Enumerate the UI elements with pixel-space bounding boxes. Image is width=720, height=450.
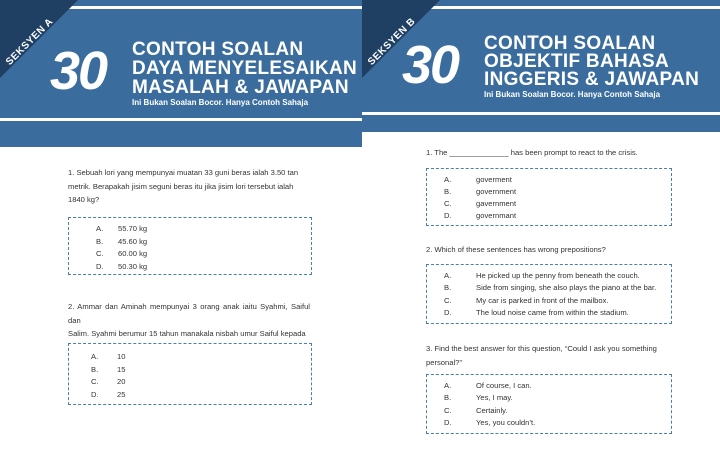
- banner-stripe-bottom: [362, 112, 720, 115]
- option-text: 10: [117, 352, 126, 361]
- section-b-panel: [362, 0, 720, 450]
- section-b-number: 30: [402, 35, 459, 95]
- section-b-title-line-3: INGGERIS & JAWAPAN: [484, 69, 700, 90]
- option-letter: D.: [444, 308, 452, 317]
- section-a-q2-options: [68, 343, 312, 405]
- option-text: 15: [117, 365, 126, 374]
- option-letter: B.: [444, 393, 452, 402]
- option-text: Side from singing, she also plays the piano at the bar.: [476, 283, 657, 292]
- section-b-subtitle: Ini Bukan Soalan Bocor. Hanya Contoh Sahaja: [484, 90, 661, 99]
- option-text: government: [476, 187, 517, 196]
- section-b-title-line-2: OBJEKTIF BAHASA: [484, 51, 670, 72]
- section-b-q1-options: [426, 168, 672, 226]
- section-a-title-line-2: DAYA MENYELESAIKAN: [132, 58, 358, 79]
- option-text: The loud noise came from within the stadium.: [476, 308, 629, 317]
- option-letter: D.: [96, 262, 104, 271]
- option-letter: A.: [444, 381, 452, 390]
- option-letter: A.: [91, 352, 99, 361]
- option-letter: B.: [444, 283, 452, 292]
- option-text: governmant: [476, 211, 517, 220]
- question-line: 1. Sebuah lori yang mempunyai muatan 33 guni beras ialah 3.50 tan: [68, 168, 299, 177]
- section-b-question-2: [426, 243, 666, 257]
- question-line: 1. The ______________ has been prompt to react to the crisis.: [426, 148, 638, 157]
- option-letter: B.: [444, 187, 452, 196]
- option-text: gavernment: [476, 199, 517, 208]
- section-a-banner: [0, 0, 362, 147]
- section-a-question-1: [68, 166, 310, 207]
- section-b-question-3: [426, 342, 666, 369]
- question-line: 2. Ammar dan Aminah mempunyai 3 orang anak iaitu Syahmi, Saiful dan: [68, 302, 310, 325]
- option-text: Of course, I can.: [476, 381, 532, 390]
- question-line: 2. Which of these sentences has wrong prepositions?: [426, 245, 606, 254]
- option-text: 25: [117, 390, 126, 399]
- section-b-question-1: [426, 146, 666, 160]
- option-letter: D.: [444, 211, 452, 220]
- question-line: Salim. Syahmi berumur 15 tahun manakala nisbah umur Saiful kepada: [68, 329, 306, 339]
- section-a-title-line-1: CONTOH SOALAN: [132, 39, 304, 60]
- section-b-tag: SEKSYEN B: [366, 15, 418, 68]
- option-letter: C.: [444, 199, 452, 208]
- option-text: Yes, you couldn’t.: [476, 418, 536, 427]
- option-letter: B.: [96, 237, 104, 246]
- option-text: 45.60 kg: [118, 237, 148, 246]
- section-a-q1-options: [68, 217, 312, 275]
- option-text: goverment: [476, 175, 512, 184]
- section-b-banner: [362, 0, 720, 132]
- option-letter: B.: [91, 365, 99, 374]
- section-a-title-line-3: MASALAH & JAWAPAN: [132, 77, 349, 98]
- option-text: Certainly.: [476, 406, 508, 415]
- option-letter: C.: [96, 249, 104, 258]
- section-b-q3-options: [426, 374, 672, 434]
- section-b-title-line-1: CONTOH SOALAN: [484, 33, 656, 54]
- section-b-q2-options: [426, 264, 672, 324]
- question-line: personal?”: [426, 357, 462, 367]
- option-text: He picked up the penny from beneath the couch.: [476, 271, 640, 280]
- option-letter: C.: [444, 406, 452, 415]
- question-line: 3. Find the best answer for this question, “Could I ask you something: [426, 344, 657, 353]
- section-a-tag: SEKSYEN A: [4, 16, 56, 68]
- option-text: 20: [117, 377, 126, 386]
- option-text: 50.30 kg: [118, 262, 148, 271]
- option-letter: D.: [444, 418, 452, 427]
- option-letter: C.: [444, 296, 452, 305]
- question-line: 1840 kg?: [68, 195, 100, 205]
- option-text: 60.00 kg: [118, 249, 148, 258]
- option-text: 55.70 kg: [118, 224, 148, 233]
- option-letter: C.: [91, 377, 99, 386]
- option-letter: A.: [96, 224, 104, 233]
- section-a-subtitle: Ini Bukan Soalan Bocor. Hanya Contoh Sahaja: [132, 98, 309, 107]
- option-text: Yes, I may.: [476, 393, 513, 402]
- option-letter: A.: [444, 175, 452, 184]
- question-line: metrik. Berapakah jisim seguni beras itu jika jisim lori tersebut ialah: [68, 181, 294, 191]
- option-text: My car is parked in front of the mailbox.: [476, 296, 609, 305]
- banner-stripe-bottom: [0, 118, 362, 121]
- option-letter: D.: [91, 390, 99, 399]
- section-a-number: 30: [50, 41, 107, 101]
- option-letter: A.: [444, 271, 452, 280]
